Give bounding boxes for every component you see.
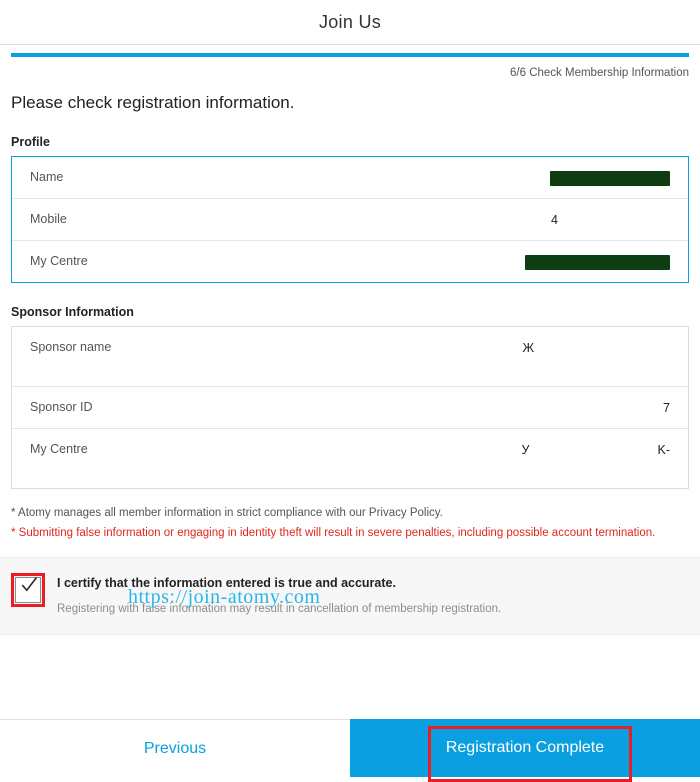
profile-centre-value	[88, 253, 670, 271]
sponsor-id-value	[93, 399, 670, 417]
watermark-text: https://join-atomy.com	[128, 586, 321, 608]
profile-centre-label: My Centre	[30, 254, 88, 268]
profile-mobile-label: Mobile	[30, 212, 67, 226]
consent-area	[0, 557, 700, 635]
certify-label: I certify that the information entered is true and accurate.	[57, 576, 396, 590]
table-row	[12, 429, 688, 488]
sponsor-centre-label: My Centre	[30, 442, 88, 456]
checkmark-icon	[20, 576, 38, 594]
table-row	[12, 157, 688, 199]
previous-button[interactable]: Previous	[0, 719, 350, 777]
false-info-warning: * Submitting false information or engaging in identity theft will result in severe penalties, including possible account termination.	[11, 527, 656, 539]
step-name: Check Membership Information	[529, 67, 689, 79]
registration-complete-container	[350, 719, 700, 777]
table-row	[12, 241, 688, 282]
checkbox-highlight-box	[11, 573, 45, 607]
profile-name-label: Name	[30, 170, 64, 184]
table-row	[12, 387, 688, 429]
table-row	[12, 199, 688, 241]
profile-info-box	[11, 156, 689, 283]
sponsor-id-suffix: 7	[663, 401, 670, 415]
profile-section-label: Profile	[11, 135, 50, 149]
sponsor-name-prefix: Ж	[522, 341, 534, 355]
page-header	[0, 0, 700, 45]
step-indicator	[0, 61, 700, 79]
table-row	[12, 327, 688, 387]
redacted-text	[550, 171, 670, 186]
sponsor-id-label: Sponsor ID	[30, 400, 93, 414]
sponsor-centre-suffix: K-	[657, 443, 670, 457]
progress-bar-fill	[11, 53, 689, 57]
profile-mobile-value	[67, 211, 670, 229]
redacted-text	[525, 255, 670, 270]
profile-name-value	[63, 169, 670, 187]
privacy-note: * Atomy manages all member information in strict compliance with our Privacy Policy.	[11, 507, 443, 519]
step-count: 6/6	[510, 67, 526, 79]
footer-actions	[0, 719, 700, 777]
certify-checkbox[interactable]	[15, 577, 41, 603]
instruction-headline: Please check registration information.	[11, 93, 295, 112]
legal-notes	[0, 489, 700, 543]
certify-sublabel: Registering with false information may result in cancellation of membership registration.	[57, 603, 502, 615]
sponsor-section-label: Sponsor Information	[11, 305, 134, 319]
progress-bar	[0, 53, 700, 61]
sponsor-centre-value	[88, 441, 670, 477]
registration-complete-button[interactable]: Registration Complete	[350, 719, 700, 777]
sponsor-name-value	[111, 339, 670, 375]
sponsor-name-label: Sponsor name	[30, 340, 112, 354]
sponsor-info-box	[11, 326, 689, 489]
page-title: Join Us	[318, 11, 382, 32]
sponsor-centre-prefix: У	[521, 443, 530, 457]
profile-mobile-prefix: 4	[551, 213, 558, 227]
